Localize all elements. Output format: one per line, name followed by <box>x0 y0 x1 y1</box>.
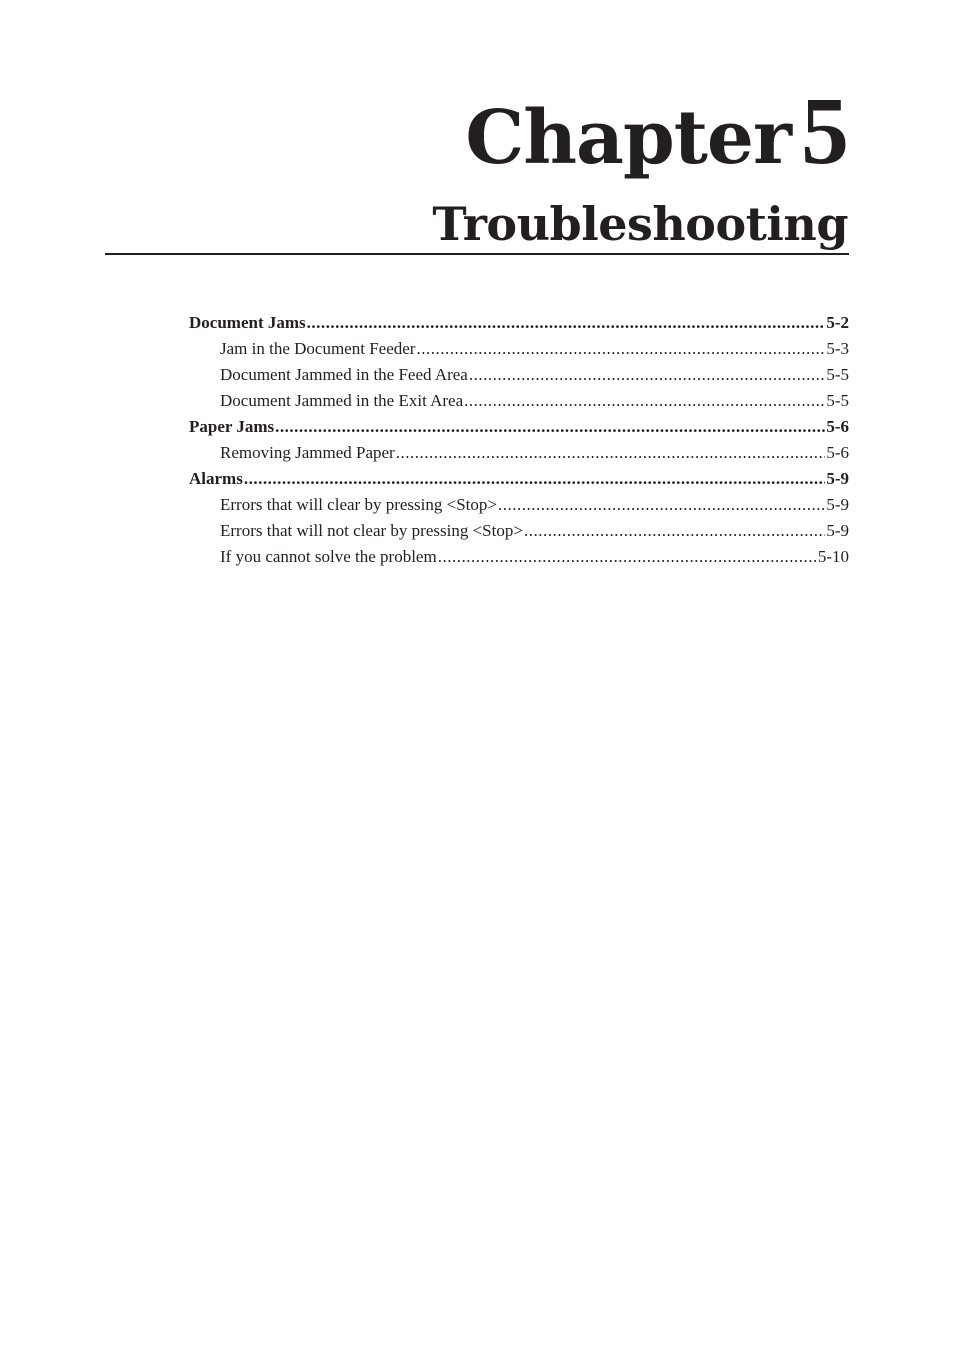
toc-dot-leader <box>244 466 826 492</box>
toc-entry-text: Removing Jammed Paper <box>220 443 395 462</box>
toc-entry-text: Paper Jams <box>189 417 275 436</box>
chapter-title <box>465 77 848 184</box>
toc-entry-document-jams[interactable] <box>189 310 849 336</box>
toc-entry-errors-not-clear-stop[interactable] <box>189 518 849 544</box>
toc-dot-leader <box>275 414 825 440</box>
toc-entry-text: Alarms <box>189 469 243 488</box>
toc-dot-leader <box>464 388 825 414</box>
toc-dot-leader <box>307 310 826 336</box>
toc-entry-paper-jams[interactable] <box>189 414 849 440</box>
toc-entry-page: 5-2 <box>826 313 849 332</box>
toc-dot-leader <box>416 336 825 362</box>
toc-dot-leader <box>524 518 825 544</box>
toc-dot-leader <box>498 492 825 518</box>
chapter-label: Chapter <box>465 95 791 181</box>
toc-dot-leader <box>438 544 817 570</box>
toc-entry-page: 5-9 <box>826 495 849 514</box>
toc-entry-text: Document Jams <box>189 313 306 332</box>
chapter-heading <box>465 77 848 184</box>
toc-entry-page: 5-5 <box>826 391 849 410</box>
toc-dot-leader <box>396 440 826 466</box>
toc-entry-text: If you cannot solve the problem <box>220 547 437 566</box>
toc-entry-text: Errors that will clear by pressing <Stop> <box>220 495 497 514</box>
toc-entry-text: Jam in the Document Feeder <box>220 339 416 358</box>
toc-entry-text: Document Jammed in the Exit Area <box>220 391 464 410</box>
title-divider <box>105 253 849 255</box>
chapter-subtitle: Troubleshooting <box>432 197 848 251</box>
toc-entry-jammed-exit-area[interactable] <box>189 388 849 414</box>
toc-dot-leader <box>469 362 825 388</box>
toc-entry-page: 5-6 <box>826 443 849 462</box>
chapter-number: 5 <box>801 77 848 184</box>
toc-entry-jam-in-document-feeder[interactable] <box>189 336 849 362</box>
toc-entry-page: 5-5 <box>826 365 849 384</box>
toc-entry-page: 5-6 <box>826 417 849 436</box>
toc-entry-removing-jammed-paper[interactable] <box>189 440 849 466</box>
toc-entry-alarms[interactable] <box>189 466 849 492</box>
toc-entry-text: Document Jammed in the Feed Area <box>220 365 468 384</box>
toc-entry-jammed-feed-area[interactable] <box>189 362 849 388</box>
toc-entry-page: 5-9 <box>826 521 849 540</box>
toc-entry-errors-clear-stop[interactable] <box>189 492 849 518</box>
toc-entry-page: 5-10 <box>817 547 849 566</box>
table-of-contents <box>189 310 849 570</box>
toc-entry-page: 5-9 <box>826 469 849 488</box>
toc-entry-text: Errors that will not clear by pressing <Stop> <box>220 521 523 540</box>
toc-entry-cannot-solve-problem[interactable] <box>189 544 849 570</box>
toc-entry-page: 5-3 <box>826 339 849 358</box>
